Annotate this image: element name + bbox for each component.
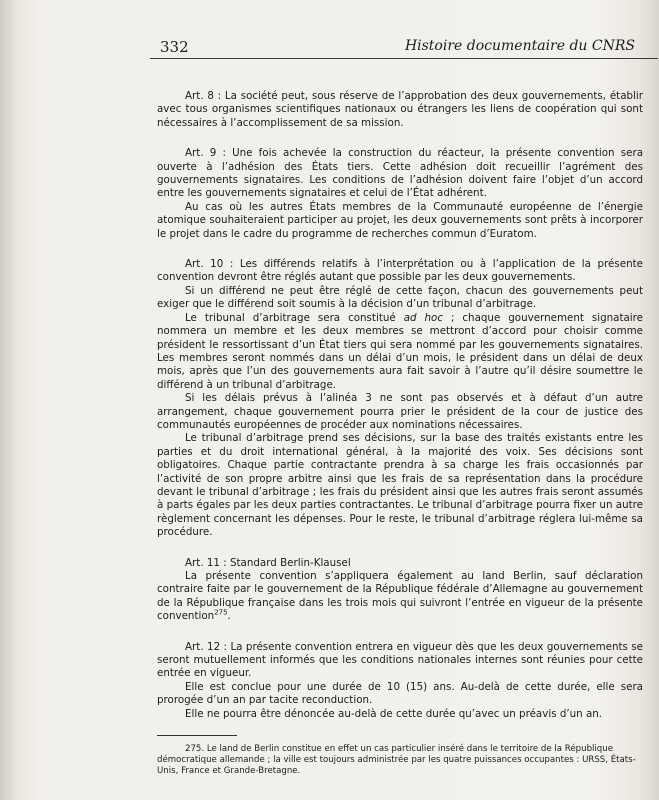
article-10-p3-start: Le tribunal d’arbitrage sera constitué (185, 311, 396, 324)
article-10-paragraph-1: Art. 10 : Les différends relatifs à l’interprétation ou à l’application de la présente convention devront être réglés autant que possible par les deux gouvernements. (157, 258, 643, 284)
article-11-end: . (227, 610, 231, 623)
article-11-paragraph-1 (157, 570, 643, 624)
body-text (157, 90, 643, 778)
running-title: Histoire documentaire du CNRS (404, 38, 635, 54)
page-header (0, 34, 659, 56)
article-12-paragraph-2: Elle est conclue pour une durée de 10 (15) ans. Au-delà de cette durée, elle sera prorogée d’un an par tacite reconduction. (157, 680, 643, 707)
page-number: 332 (160, 38, 189, 56)
footnote-reference: 275 (214, 608, 228, 617)
article-10-paragraph-2: Si un différend ne peut être réglé de cette façon, chacun des gouvernements peut exiger que le différend soit soumis à la décision d’un tribunal d’arbitrage. (157, 284, 643, 311)
article-10-p3-rest: ; chaque gouvernement signataire nommera un membre et les deux membres se mettront d’accord pour choisir comme président le ressortissant d’un État tiers qui sera nommé par les gouvernements signataires. Les membres seront nommés dans un délai d’un mois, le président dans un délai de deux mois, après que l’un des gouvernements aura fait savoir à l’autre qu’il désire soumettre le différend à un tribunal d’arbitrage. (157, 311, 643, 391)
article-10-p3-emphasis: ad hoc (403, 311, 443, 324)
article-10-paragraph-3 (157, 312, 643, 392)
header-rule (150, 58, 658, 59)
article-12-paragraph-1: Art. 12 : La présente convention entrera en vigueur dès que les deux gouvernements se seront mutuellement informés que les conditions nationales internes sont réunies pour cette entrée en vigueur. (157, 640, 643, 680)
article-12-paragraph-3: Elle ne pourra être dénoncée au-delà de cette durée qu’avec un préavis d’un an. (185, 707, 603, 720)
article-10-paragraph-4: Si les délais prévus à l’alinéa 3 ne sont pas observés et à défaut d’un autre arrangement, chaque gouvernement pourra prier le président de la cour de justice des communautés européennes de procéder aux nominations nécessaires. (157, 392, 643, 431)
article-10-paragraph-5: Le tribunal d’arbitrage prend ses décisions, sur la base des traités existants entre les parties et du droit international général, à la majorité des voix. Ses décisions sont obligatoires. Chaque partie contractante prendra à sa charge les frais occasionnés par l’activité de son propre arbitre ainsi que les frais de sa représentation dans la procédure devant le tribunal d’arbitrage ; les frais du président ainsi que les autres frais seront assumés à parts égales par les deux parties contractantes. Le tribunal d’arbitrage pourra fixer un autre règlement concernant les dépenses. Pour le reste, le tribunal d’arbitrage réglera lui-même sa procédure. (157, 432, 643, 539)
footnote-275: 275. Le land de Berlin constitue en effet un cas particulier inséré dans le territoire de la République démocratique allemande ; la ville est toujours administrée par les quatre puissances occupantes : URSS, États-Unis, France et Grande-Bretagne. (157, 744, 636, 777)
article-11-heading: Art. 11 : Standard Berlin-Klausel (185, 556, 351, 569)
article-8: Art. 8 : La société peut, sous réserve de l’approbation des deux gouvernements, établir avec tous organismes scientifiques nationaux ou étrangers les liens de coopération qui sont nécessaires à l’accomplissement de sa mission. (157, 90, 643, 129)
article-11-text: La présente convention s’appliquera également au land Berlin, sauf déclaration contraire faite par le gouvernement de la République fédérale d’Allemagne au gouvernement de la République française dans les trois mois qui suivront l’entrée en vigueur de la présente convention (157, 570, 643, 623)
footnote-rule (157, 735, 237, 736)
article-9-paragraph-1: Art. 9 : Une fois achevée la construction du réacteur, la présente convention sera ouverte à l’adhésion des États tiers. Cette adhésion doit recueillir l’agrément des gouvernements signataires. Les conditions de l’adhésion doivent faire l’objet d’un accord entre les gouvernements signataires et celui de l’État adhérent. (157, 147, 643, 200)
article-9-paragraph-2: Au cas où les autres États membres de la Communauté européenne de l’énergie atomique souhaiteraient participer au projet, les deux gouvernements sont prêts à incorporer le projet dans le cadre du programme de recherches commun d’Euratom. (157, 200, 643, 240)
